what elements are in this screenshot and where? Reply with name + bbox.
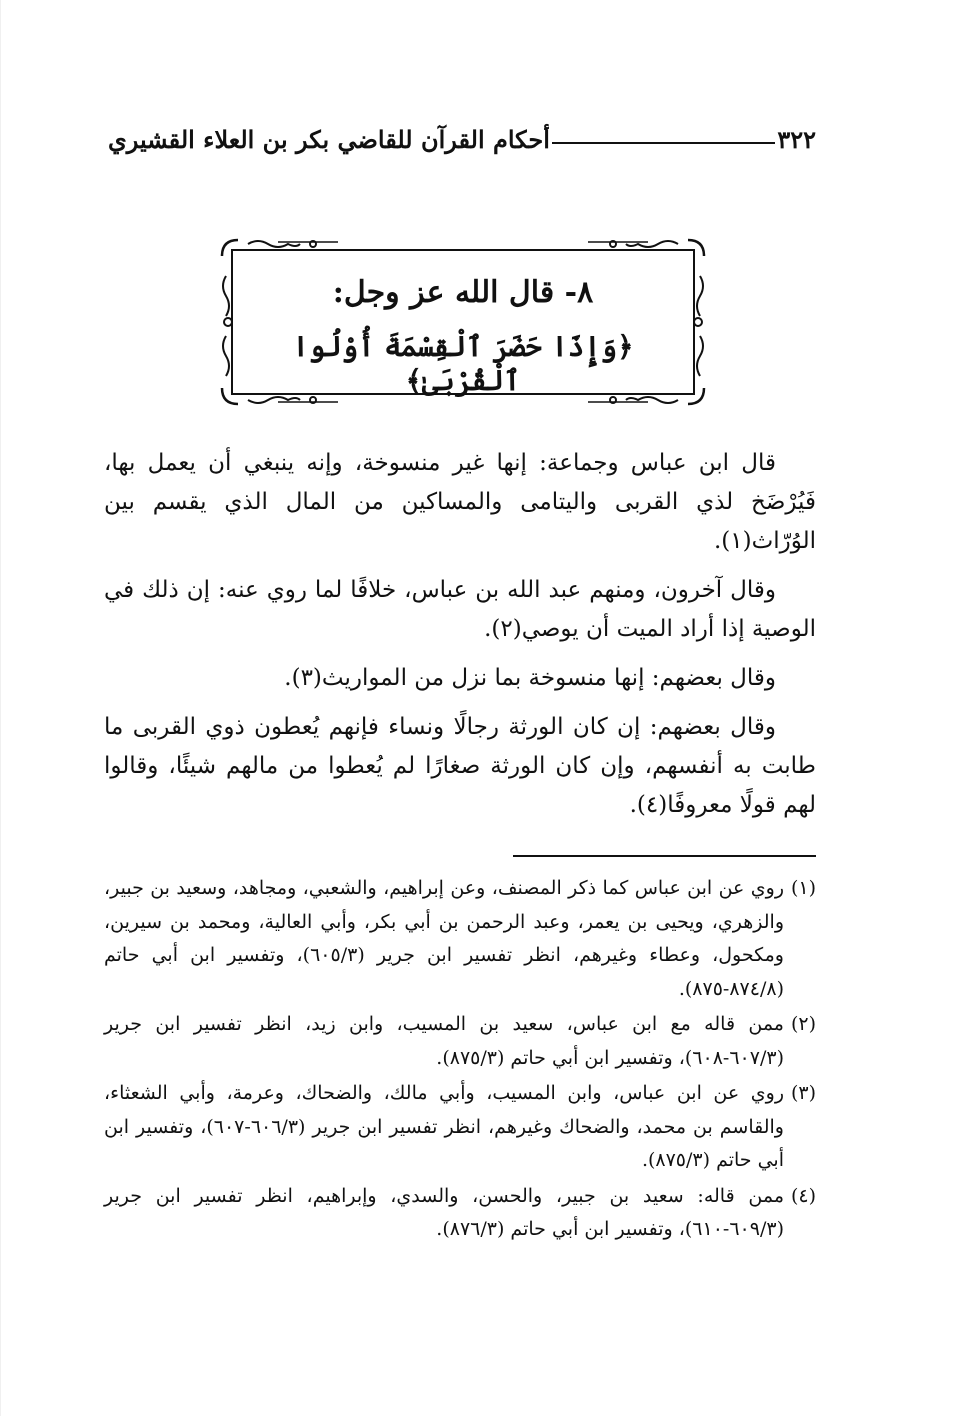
footnote-text: روي عن ابن عباس كما ذكر المصنف، وعن إبراهيم، والشعبي، ومجاهد، وسعيد بن جبير، والزهري، ويحيى بن يعمر، وعبد الرحمن بن أبي بكر، وأبي العالية، ومحمد بن سيرين، ومكحول، وعطاء وغيرهم، انظر تفسير ابن جرير (٦٠٥/٣)، وتفسير ابن أبي حاتم (٨٧٤/٨-٨٧٥). <box>104 877 784 1000</box>
main-text <box>104 444 816 835</box>
footnote <box>104 1008 816 1075</box>
footnote-text: ممن قاله: سعيد بن جبير، والحسن، والسدي، وإبراهيم، انظر تفسير ابن جرير (٦٠٩/٣-٦١٠)، وتفسير ابن أبي حاتم (٨٧٦/٣). <box>104 1184 784 1240</box>
scan-edge <box>0 0 1 1416</box>
running-header <box>108 112 816 156</box>
footnotes <box>104 872 816 1249</box>
footnote-number: (٤) <box>790 1184 816 1207</box>
footnote-separator <box>513 855 816 857</box>
paragraph: وقال بعضهم: إن كان الورثة رجالًا ونساء فإنهم يُعطون ذوي القربى ما طابت به أنفسهم، وإن كان الورثة صغارًا لم يُعطوا من مالهم شيئًا، وقالوا لهم قولًا معروفًا(٤). <box>104 714 816 818</box>
paragraph: وقال بعضهم: إنها منسوخة بما نزل من المواريث(٣). <box>284 665 776 691</box>
footnote-number: (١) <box>790 877 816 899</box>
footnote <box>104 872 816 1006</box>
footnote-text: روي عن ابن عباس، وابن المسيب، وأبي مالك، والضحاك، وعرمة، وأبي الشعثاء، والقاسم بن محمد، والضحاك وغيرهم، انظر تفسير ابن جرير (٦٠٦/٣-٦٠٧)، وتفسير ابن أبي حاتم (٨٧٥/٣). <box>104 1082 784 1171</box>
footnote-number: (٣) <box>790 1082 816 1104</box>
paragraph: وقال آخرون، ومنهم عبد الله بن عباس، خلافًا لما روي عنه: إن ذلك في الوصية إذا أراد الميت أن يوصي(٢). <box>104 577 816 642</box>
footnote-text: ممن قاله مع ابن عباس، سعيد بن المسيب، وابن زيد، انظر تفسير ابن جرير (٦٠٧/٣-٦٠٨)، وتفسير ابن أبي حاتم (٨٧٥/٣). <box>104 1013 784 1069</box>
book-title: أحكام القرآن للقاضي بكر بن العلاء القشيري <box>108 125 550 154</box>
ornamental-frame <box>218 236 708 408</box>
section-heading: ٨- قال الله عز وجل: <box>332 275 594 310</box>
footnote <box>104 1180 816 1247</box>
header-rule <box>552 142 775 144</box>
footnote <box>104 1077 816 1178</box>
paragraph: قال ابن عباس وجماعة: إنها غير منسوخة، وإنه ينبغي أن يعمل بها، فَيُرْضَخ لذي القربى واليتامى والمساكين من المال الذي يقسم بين الوُرّاث(١). <box>104 450 816 554</box>
quran-verse: ﴿وَإِذَا حَضَرَ ٱلْقِسْمَةَ أُوْلُوا ٱلْقُرْبَىٰ﴾ <box>292 330 634 397</box>
page-number: ٣٢٢ <box>777 125 816 154</box>
footnote-number: (٢) <box>790 1013 816 1035</box>
